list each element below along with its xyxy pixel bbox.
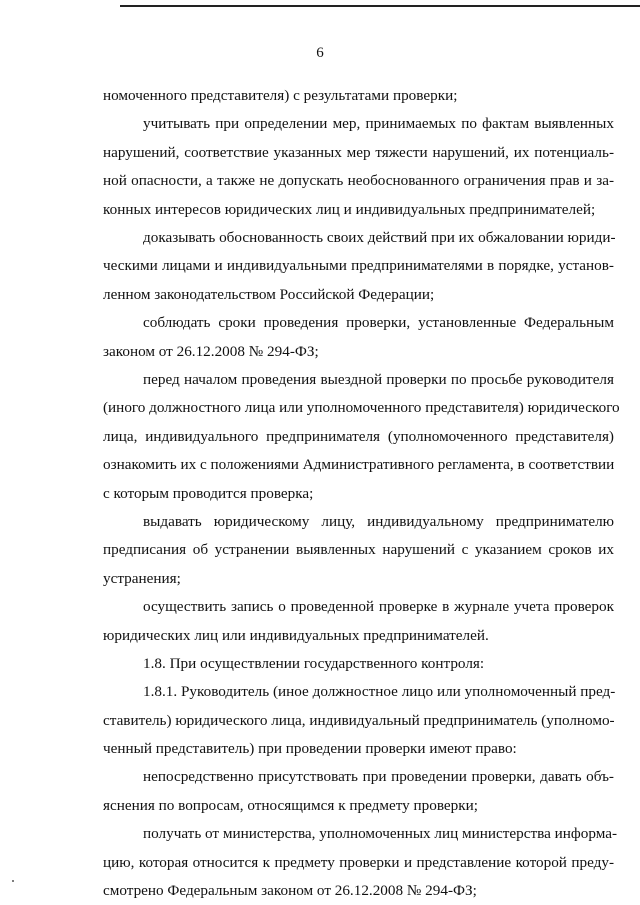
top-scan-rule — [120, 5, 640, 7]
text-line: доказывать обоснованность своих действий при их обжаловании юриди- — [143, 229, 616, 246]
text-line: (иного должностного лица или уполномоченного представителя) юридического — [103, 399, 620, 417]
text-line: осуществить запись о проведенной проверке в журнале учета проверок — [143, 598, 614, 616]
text-line: юридических лиц или индивидуальных предпринимателей. — [103, 626, 489, 644]
text-line: ной опасности, а также не допускать необоснованного ограничения прав и за- — [103, 172, 614, 190]
text-line: номоченного представителя) с результатами проверки; — [103, 87, 458, 104]
text-line: ченный представитель) при проведении проверки имеют право: — [103, 740, 517, 757]
text-line: 1.8.1. Руководитель (иное должностное лицо или уполномоченный пред- — [143, 683, 616, 701]
text-line: законом от 26.12.2008 № 294-ФЗ; — [103, 342, 319, 360]
text-line: получать от министерства, уполномоченных лиц министерства информа- — [143, 825, 618, 843]
scan-speck — [12, 880, 14, 882]
text-line: яснения по вопросам, относящимся к предмету проверки; — [103, 796, 478, 814]
text-line: ческими лицами и индивидуальными предпринимателями в порядке, установ- — [103, 257, 614, 275]
text-line: конных интересов юридических лиц и индивидуальных предпринимателей; — [103, 200, 596, 218]
text-line: цию, которая относится к предмету проверки и представление которой преду- — [103, 853, 614, 871]
text-line: учитывать при определении мер, принимаемых по фактам выявленных — [143, 115, 614, 133]
text-line: лица, индивидуального предпринимателя (уполномоченного представителя) — [103, 427, 614, 445]
text-line: непосредственно присутствовать при проведении проверки, давать объ- — [143, 768, 614, 786]
text-line: ленном законодательством Российской Федерации; — [103, 285, 435, 303]
text-line: предписания об устранении выявленных нарушений с указанием сроков их — [103, 541, 614, 559]
text-line: нарушений, соответствие указанных мер тяжести нарушений, их потенциаль- — [103, 143, 614, 161]
section-heading: 1.8. При осуществлении государственного контроля: — [143, 654, 485, 672]
text-line: соблюдать сроки проведения проверки, установленные Федеральным — [143, 314, 614, 332]
text-line: ставитель) юридического лица, индивидуальный предприниматель (уполномо- — [103, 711, 615, 729]
text-line: перед началом проведения выездной проверки по просьбе руководителя — [143, 370, 614, 388]
text-line: выдавать юридическому лицу, индивидуальному предпринимателю — [143, 512, 614, 530]
text-line: устранения; — [103, 569, 181, 587]
text-line: ознакомить их с положениями Административного регламента, в соответствии — [103, 456, 615, 474]
text-line: с которым проводится проверка; — [103, 484, 314, 502]
text-line: смотрено Федеральным законом от 26.12.2008 № 294-ФЗ; — [103, 882, 477, 899]
page-number: 6 — [316, 45, 324, 61]
